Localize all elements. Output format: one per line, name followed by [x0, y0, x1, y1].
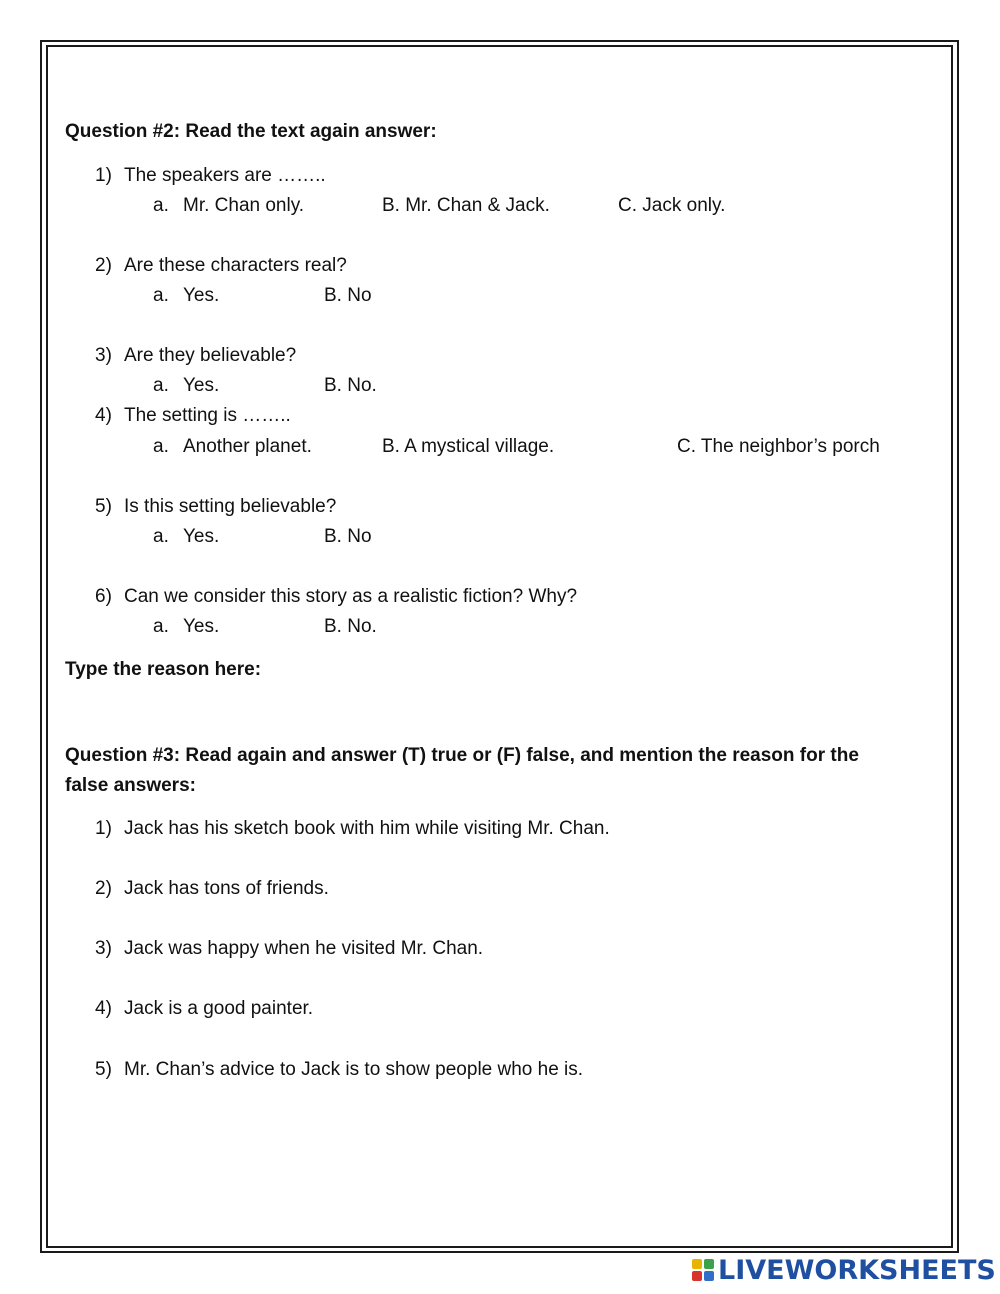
- q2-item-4-question: The setting is ……..: [124, 405, 291, 426]
- q2-item-2-option-letter: a.: [153, 285, 169, 306]
- q3-item-1-statement: Jack has his sketch book with him while visiting Mr. Chan.: [124, 818, 610, 839]
- q2-item-1-option-b[interactable]: B. Mr. Chan & Jack.: [382, 195, 550, 216]
- q3-item-4-number: 4): [95, 998, 112, 1019]
- q2-item-6-option-a[interactable]: Yes.: [183, 616, 220, 637]
- q2-item-4-option-letter: a.: [153, 436, 169, 457]
- q2-item-3-number: 3): [95, 345, 112, 366]
- question-3-title-line-2: false answers:: [65, 775, 196, 796]
- q2-item-1-option-letter: a.: [153, 195, 169, 216]
- q2-item-6-number: 6): [95, 586, 112, 607]
- q2-item-6-option-letter: a.: [153, 616, 169, 637]
- q2-item-1-option-c[interactable]: C. Jack only.: [618, 195, 726, 216]
- q2-item-2-question: Are these characters real?: [124, 255, 347, 276]
- question-2-title: Question #2: Read the text again answer:: [65, 121, 437, 142]
- q2-item-3-option-a[interactable]: Yes.: [183, 375, 220, 396]
- logo-block-3: [692, 1271, 702, 1281]
- question-3-title-line-1: Question #3: Read again and answer (T) true or (F) false, and mention the reason for the: [65, 745, 859, 766]
- q3-item-4-statement: Jack is a good painter.: [124, 998, 314, 1019]
- q2-item-6-option-b[interactable]: B. No.: [324, 616, 377, 637]
- q2-item-5-option-b[interactable]: B. No: [324, 526, 372, 547]
- q2-item-6-question: Can we consider this story as a realistic fiction? Why?: [124, 586, 578, 607]
- q2-item-5-question: Is this setting believable?: [124, 496, 337, 517]
- q2-item-4-option-b[interactable]: B. A mystical village.: [382, 436, 555, 457]
- q3-item-1-number: 1): [95, 818, 112, 839]
- logo-block-1: [692, 1259, 702, 1269]
- q2-item-3-question: Are they believable?: [124, 345, 297, 366]
- q2-item-1-option-a[interactable]: Mr. Chan only.: [183, 195, 305, 216]
- liveworksheets-logo: [692, 1255, 996, 1285]
- q3-item-5-statement: Mr. Chan’s advice to Jack is to show people who he is.: [124, 1059, 584, 1080]
- q3-item-3-number: 3): [95, 938, 112, 959]
- q2-item-1-number: 1): [95, 165, 112, 186]
- q2-item-5-option-a[interactable]: Yes.: [183, 526, 220, 547]
- logo-block-4: [704, 1271, 714, 1281]
- q2-item-2-number: 2): [95, 255, 112, 276]
- q3-item-5-number: 5): [95, 1059, 112, 1080]
- q3-item-2-number: 2): [95, 878, 112, 899]
- q2-item-5-number: 5): [95, 496, 112, 517]
- q2-item-5-option-letter: a.: [153, 526, 169, 547]
- liveworksheets-logo-text: LIVEWORKSHEETS: [718, 1254, 996, 1286]
- logo-block-2: [704, 1259, 714, 1269]
- q2-item-2-option-a[interactable]: Yes.: [183, 285, 220, 306]
- q2-item-4-option-a[interactable]: Another planet.: [183, 436, 312, 457]
- liveworksheets-logo-icon: [692, 1259, 714, 1281]
- q2-item-4-option-c[interactable]: C. The neighbor’s porch: [677, 436, 880, 457]
- q3-item-2-statement: Jack has tons of friends.: [124, 878, 329, 899]
- q2-item-4-number: 4): [95, 405, 112, 426]
- q3-item-3-statement: Jack was happy when he visited Mr. Chan.: [124, 938, 484, 959]
- q2-item-2-option-b[interactable]: B. No: [324, 285, 372, 306]
- q2-item-3-option-letter: a.: [153, 375, 169, 396]
- q2-item-3-option-b[interactable]: B. No.: [324, 375, 377, 396]
- reason-label: Type the reason here:: [65, 659, 262, 680]
- q2-item-1-question: The speakers are ……..: [124, 165, 326, 186]
